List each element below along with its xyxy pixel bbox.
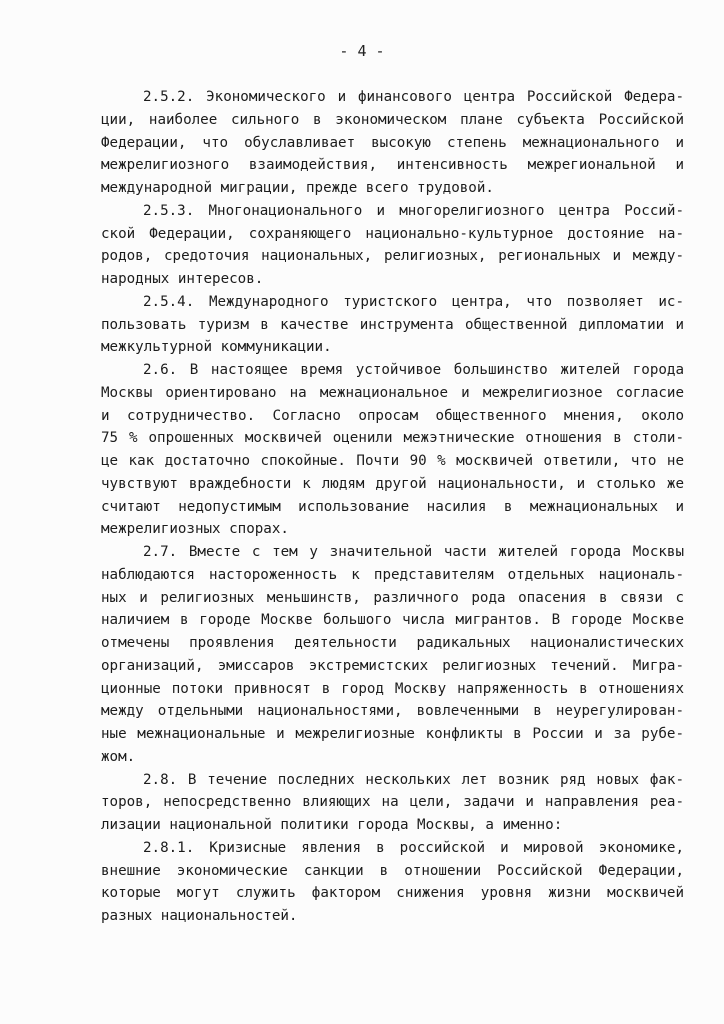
text-line: родов, средоточия национальных, религиозных, региональных и между-	[101, 248, 684, 265]
text-line: между отдельными национальностями, вовлеченными в неурегулирован-	[101, 703, 684, 720]
paragraph-2-6	[101, 359, 684, 541]
text-line: организаций, эмиссаров экстремистских религиозных течений. Мигра-	[101, 657, 684, 674]
text-line: ных и религиозных меньшинств, различного рода опасения в связи с	[101, 589, 684, 606]
text-line: 2.5.2. Экономического и финансового центра Российской Федера-	[143, 89, 684, 105]
text-line: Федерации, что обуславливает высокую степень межнационального и	[101, 134, 684, 151]
text-line: торов, непосредственно влияющих на цели, задачи и направления реа-	[101, 794, 684, 811]
text-line: це как достаточно спокойные. Почти 90 % москвичей ответили, что не	[101, 453, 684, 469]
text-line: Москвы ориентировано на межнациональное и межрелигиозное согласие	[101, 384, 684, 401]
text-line: внешние экономические санкции в отношении Российской Федерации,	[101, 862, 684, 879]
text-line: 2.5.3. Многонационального и многорелигиозного центра Россий-	[143, 202, 684, 219]
text-line: и сотрудничество. Согласно опросам общественного мнения, около	[101, 407, 684, 424]
page-number: - 4 -	[339, 42, 385, 60]
text-line: межкультурной коммуникации.	[101, 339, 332, 356]
text-line: 2.8.1. Кризисные явления в российской и мировой экономике,	[143, 839, 684, 856]
text-line: международной миграции, прежде всего трудовой.	[101, 180, 494, 196]
text-line: народных интересов.	[101, 271, 264, 287]
text-line: ные межнациональные и межрелигиозные конфликты в России и за рубе-	[101, 726, 684, 742]
text-line: 2.7. Вместе с тем у значительной части жителей города Москвы	[143, 544, 684, 560]
text-line: наличием в городе Москве большого числа мигрантов. В городе Москве	[101, 612, 684, 629]
paragraph-2-8	[101, 769, 684, 837]
paragraph-2-8-1	[101, 837, 684, 928]
text-line: считают недопустимым использование насилия в межнациональных и	[101, 498, 684, 515]
text-line: межрелигиозного взаимодействия, интенсивность межрегиональной и	[101, 157, 684, 174]
text-line: ционные потоки привносят в город Москву напряженность в отношениях	[101, 680, 684, 697]
text-line: лизации национальной политики города Москвы, а именно:	[101, 817, 563, 833]
text-line: 2.5.4. Международного туристского центра, что позволяет ис-	[143, 293, 684, 310]
text-line: отмечены проявления деятельности радикальных националистических	[101, 635, 684, 651]
text-line: разных национальностей.	[101, 908, 298, 924]
text-line: которые могут служить фактором снижения уровня жизни москвичей	[101, 885, 684, 902]
paragraph-2-5-4	[101, 291, 684, 359]
text-line: ции, наиболее сильного в экономическом плане субъекта Российской	[101, 111, 684, 128]
paragraph-2-5-2	[101, 86, 684, 200]
text-line: 2.8. В течение последних нескольких лет возник ряд новых фак-	[143, 771, 684, 788]
text-line: чувствуют враждебности к людям другой национальности, и столько же	[101, 475, 684, 492]
text-line: межрелигиозных спорах.	[101, 521, 289, 538]
text-line: наблюдаются настороженность к представителям отдельных националь-	[101, 566, 684, 583]
text-line: жом.	[101, 748, 136, 765]
paragraph-2-5-3	[101, 200, 684, 291]
text-line: 75 % опрошенных москвичей оценили межэтнические отношения в столи-	[101, 430, 684, 447]
paragraph-2-7	[101, 541, 684, 769]
text-line: 2.6. В настоящее время устойчивое большинство жителей города	[143, 362, 684, 378]
document-body	[101, 86, 684, 928]
text-line: ской Федерации, сохраняющего национально-культурное достояние на-	[101, 225, 684, 242]
text-line: пользовать туризм в качестве инструмента общественной дипломатии и	[101, 316, 684, 333]
